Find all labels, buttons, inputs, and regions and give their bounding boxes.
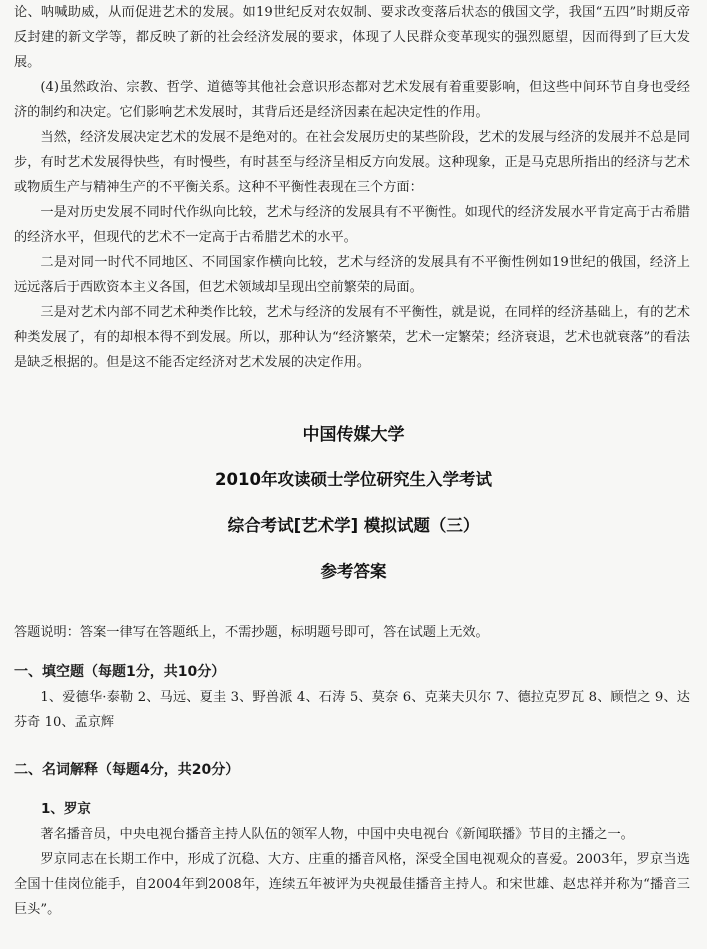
paragraph-art-promotion: 论、呐喊助威，从而促进艺术的发展。如19世纪反对农奴制、要求改变落后状态的俄国文学，我国“五四”时期反帝反封建的新文学等，都反映了新的社会经济发展的要求，体现了人民群众变革现实的强烈愿望，因而得到了巨大发展。	[14, 5, 690, 70]
section-fill-blank	[14, 660, 690, 735]
term-luojing-def: 著名播音员，中央电视台播音主持人队伍的领军人物，中国中央电视台《新闻联播》节目的主播之一。	[40, 827, 634, 842]
university-title: 中国传媒大学	[302, 425, 405, 445]
term-luojing-title: 1、罗京	[41, 801, 91, 817]
term-luojing-detail: 罗京同志在长期工作中，形成了沉稳、大方、庄重的播音风格，深受全国电视观众的喜爱。2003年，罗京当选全国十佳岗位能手，自2004年到2008年，连续五年被评为央视最佳播音主持人。和宋世雄、赵忠祥并称为“播音三巨头”。	[14, 852, 690, 917]
top-text-block	[14, 0, 690, 375]
subject-title: 综合考试[艺术学] 模拟试题（三）	[227, 516, 480, 535]
section1-title: 一、填空题（每题1分，共10分）	[14, 664, 226, 680]
section1-answers: 1、爱德华·泰勒 2、马远、夏圭 3、野兽派 4、石涛 5、莫奈 6、克莱夫贝尔 7、德拉克罗瓦 8、顾恺之 9、达芬奇 10、孟京辉	[14, 690, 690, 730]
paragraph-ideology: (4)虽然政治、宗教、哲学、道德等其他社会意识形态都对艺术发展有着重要影响，但这些中间环节自身也受经济的制约和决定。它们影响艺术发展时，其背后还是经济因素在起决定性的作用。	[14, 80, 690, 120]
paragraph-regional: 二是对同一时代不同地区、不同国家作横向比较，艺术与经济的发展具有不平衡性例如19世纪的俄国，经济上远远落后于西欧资本主义各国，但艺术领域却呈现出空前繁荣的局面。	[14, 255, 690, 295]
paragraph-historical: 一是对历史发展不同时代作纵向比较，艺术与经济的发展具有不平衡性。如现代的经济发展水平肯定高于古希腊的经济水平，但现代的艺术不一定高于古希腊艺术的水平。	[14, 205, 690, 245]
paragraph-imbalance-intro: 当然，经济发展决定艺术的发展不是绝对的。在社会发展历史的某些阶段，艺术的发展与经济的发展并不总是同步，有时艺术发展得快些，有时慢些，有时甚至与经济呈相反方向发展。这种现象，正是马克思所指出的经济与艺术或物质生产与精神生产的不平衡关系。这种不平衡性表现在三个方面：	[14, 130, 690, 195]
paragraph-art-types: 三是对艺术内部不同艺术种类作比较，艺术与经济的发展有不平衡性，就是说，在同样的经济基础上，有的艺术种类发展了，有的却根本得不到发展。所以，那种认为“经济繁荣，艺术一定繁荣；经济衰退，艺术也就衰落”的看法是缺乏根据的。但是这不能否定经济对艺术发展的决定作用。	[14, 305, 690, 370]
exam-title: 2010年攻读硕士学位研究生入学考试	[215, 470, 492, 489]
answer-title: 参考答案	[320, 562, 387, 581]
instructions	[14, 620, 690, 645]
instructions-text: 答题说明：答案一律写在答题纸上，不需抄题，标明题号即可，答在试题上无效。	[14, 625, 489, 640]
section-terms	[14, 758, 690, 922]
section2-title: 二、名词解释（每题4分，共20分）	[14, 762, 240, 778]
